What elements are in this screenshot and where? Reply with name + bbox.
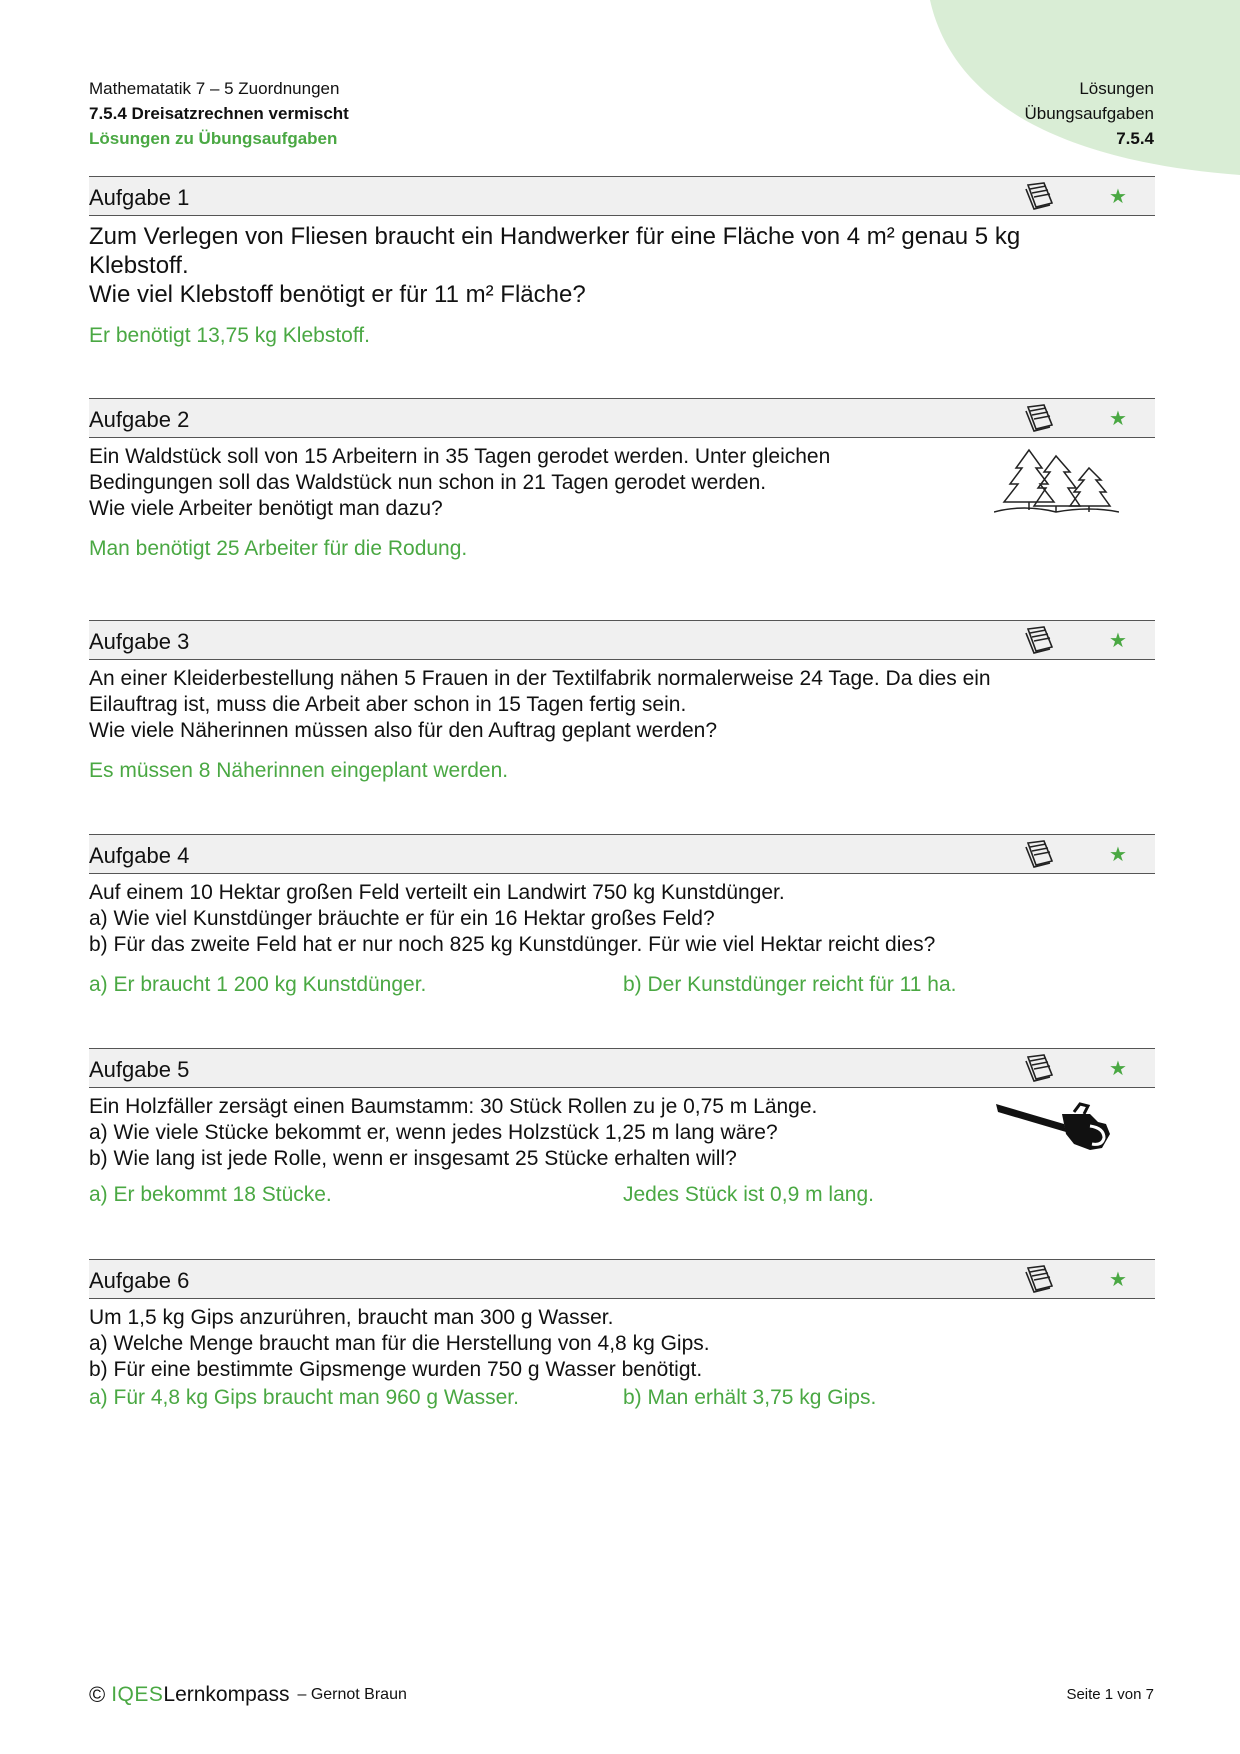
header-right-line3: 7.5.4 xyxy=(1116,129,1154,148)
task-title: Aufgabe 2 xyxy=(89,407,190,432)
task-header xyxy=(89,398,1155,438)
task-3 xyxy=(89,620,1155,784)
copyright-symbol: © xyxy=(89,1682,106,1707)
brand-iqes: IQES xyxy=(111,1683,164,1706)
answer-a: Man benötigt 25 Arbeiter für die Rodung. xyxy=(89,537,468,560)
task-header xyxy=(89,176,1155,216)
trees-icon xyxy=(994,446,1119,518)
task-header xyxy=(89,1048,1155,1088)
task-6 xyxy=(89,1259,1155,1411)
subtitle: Lösungen zu Übungsaufgaben xyxy=(89,129,338,148)
star-icon: ★ xyxy=(1109,630,1127,652)
book-icon xyxy=(1024,181,1056,211)
question-line: Wie viele Arbeiter benötigt man dazu? xyxy=(89,497,443,520)
question xyxy=(89,666,1155,744)
question-line: Klebstoff. xyxy=(89,252,189,279)
question-line: Wie viele Näherinnen müssen also für den Auftrag geplant werden? xyxy=(89,719,718,742)
answer xyxy=(89,1182,1155,1208)
header-left xyxy=(89,76,349,151)
question-line: Ein Holzfäller zersägt einen Baumstamm: 30 Stück Rollen zu je 0,75 m Länge. xyxy=(89,1095,818,1118)
star-icon: ★ xyxy=(1109,186,1127,208)
task-title: Aufgabe 3 xyxy=(89,629,190,654)
answer-a: a) Er bekommt 18 Stücke. xyxy=(89,1183,332,1206)
task-title: Aufgabe 4 xyxy=(89,843,190,868)
star-icon: ★ xyxy=(1109,844,1127,866)
answer-a: Er benötigt 13,75 kg Klebstoff. xyxy=(89,324,370,347)
book-icon xyxy=(1024,403,1056,433)
question-line: a) Welche Menge braucht man für die Herstellung von 4,8 kg Gips. xyxy=(89,1332,710,1355)
page-number: Seite 1 von 7 xyxy=(1066,1686,1154,1703)
task-2 xyxy=(89,398,1155,562)
task-title: Aufgabe 1 xyxy=(89,185,190,210)
task-header xyxy=(89,620,1155,660)
question xyxy=(89,1305,1155,1383)
task-header xyxy=(89,834,1155,874)
question-line: Ein Waldstück soll von 15 Arbeitern in 35 Tagen gerodet werden. Unter gleichen xyxy=(89,445,831,468)
question-line: Auf einem 10 Hektar großen Feld verteilt ein Landwirt 750 kg Kunstdünger. xyxy=(89,881,785,904)
header-right-line2: Übungsaufgaben xyxy=(1024,104,1154,123)
question-line: Eilauftrag ist, muss die Arbeit aber schon in 15 Tagen fertig sein. xyxy=(89,693,687,716)
answer-a: a) Er braucht 1 200 kg Kunstdünger. xyxy=(89,973,427,996)
book-icon xyxy=(1024,839,1056,869)
answer-a: a) Für 4,8 kg Gips braucht man 960 g Wasser. xyxy=(89,1386,519,1409)
author: – Gernot Braun xyxy=(297,1686,407,1703)
task-5 xyxy=(89,1048,1155,1208)
header-right-line1: Lösungen xyxy=(1079,79,1154,98)
answer xyxy=(89,758,1155,784)
star-icon: ★ xyxy=(1109,1058,1127,1080)
question-line: An einer Kleiderbestellung nähen 5 Frauen in der Textilfabrik normalerweise 24 Tage. Da dies ein xyxy=(89,667,991,690)
answer-b: b) Man erhält 3,75 kg Gips. xyxy=(623,1386,877,1409)
footer-brand xyxy=(89,1682,407,1708)
answer-b: Jedes Stück ist 0,9 m lang. xyxy=(623,1183,874,1206)
question xyxy=(89,880,1155,958)
question-line: a) Wie viel Kunstdünger bräuchte er für ein 16 Hektar großes Feld? xyxy=(89,907,715,930)
star-icon: ★ xyxy=(1109,408,1127,430)
book-icon xyxy=(1024,1264,1056,1294)
question xyxy=(89,222,1155,309)
question-line: b) Für das zweite Feld hat er nur noch 825 kg Kunstdünger. Für wie viel Hektar reicht dies? xyxy=(89,933,936,956)
task-header xyxy=(89,1259,1155,1299)
answer-b: b) Der Kunstdünger reicht für 11 ha. xyxy=(623,973,957,996)
question-line: Wie viel Klebstoff benötigt er für 11 m² Fläche? xyxy=(89,281,586,308)
answer xyxy=(89,323,1155,349)
task-1 xyxy=(89,176,1155,349)
header-right xyxy=(1024,76,1154,151)
brand-lernkompass: Lernkompass xyxy=(163,1683,290,1706)
answer xyxy=(89,1385,1155,1411)
task-title: Aufgabe 6 xyxy=(89,1268,190,1293)
answer xyxy=(89,972,1155,998)
answer xyxy=(89,536,1155,562)
chainsaw-icon xyxy=(994,1098,1116,1158)
question-line: a) Wie viele Stücke bekommt er, wenn jedes Holzstück 1,25 m lang wäre? xyxy=(89,1121,778,1144)
question-line: b) Wie lang ist jede Rolle, wenn er insgesamt 25 Stücke erhalten will? xyxy=(89,1147,737,1170)
star-icon: ★ xyxy=(1109,1269,1127,1291)
book-icon xyxy=(1024,625,1056,655)
question-line: b) Für eine bestimmte Gipsmenge wurden 750 g Wasser benötigt. xyxy=(89,1358,703,1381)
question-line: Zum Verlegen von Fliesen braucht ein Handwerker für eine Fläche von 4 m² genau 5 kg xyxy=(89,223,1021,250)
task-title: Aufgabe 5 xyxy=(89,1057,190,1082)
unit-title: 7.5.4 Dreisatzrechnen vermischt xyxy=(89,104,349,123)
answer-a: Es müssen 8 Näherinnen eingeplant werden. xyxy=(89,759,509,782)
task-4 xyxy=(89,834,1155,998)
question-line: Um 1,5 kg Gips anzurühren, braucht man 300 g Wasser. xyxy=(89,1306,614,1329)
course-title: Mathematatik 7 – 5 Zuordnungen xyxy=(89,79,340,98)
book-icon xyxy=(1024,1053,1056,1083)
question-line: Bedingungen soll das Waldstück nun schon in 21 Tagen gerodet werden. xyxy=(89,471,767,494)
